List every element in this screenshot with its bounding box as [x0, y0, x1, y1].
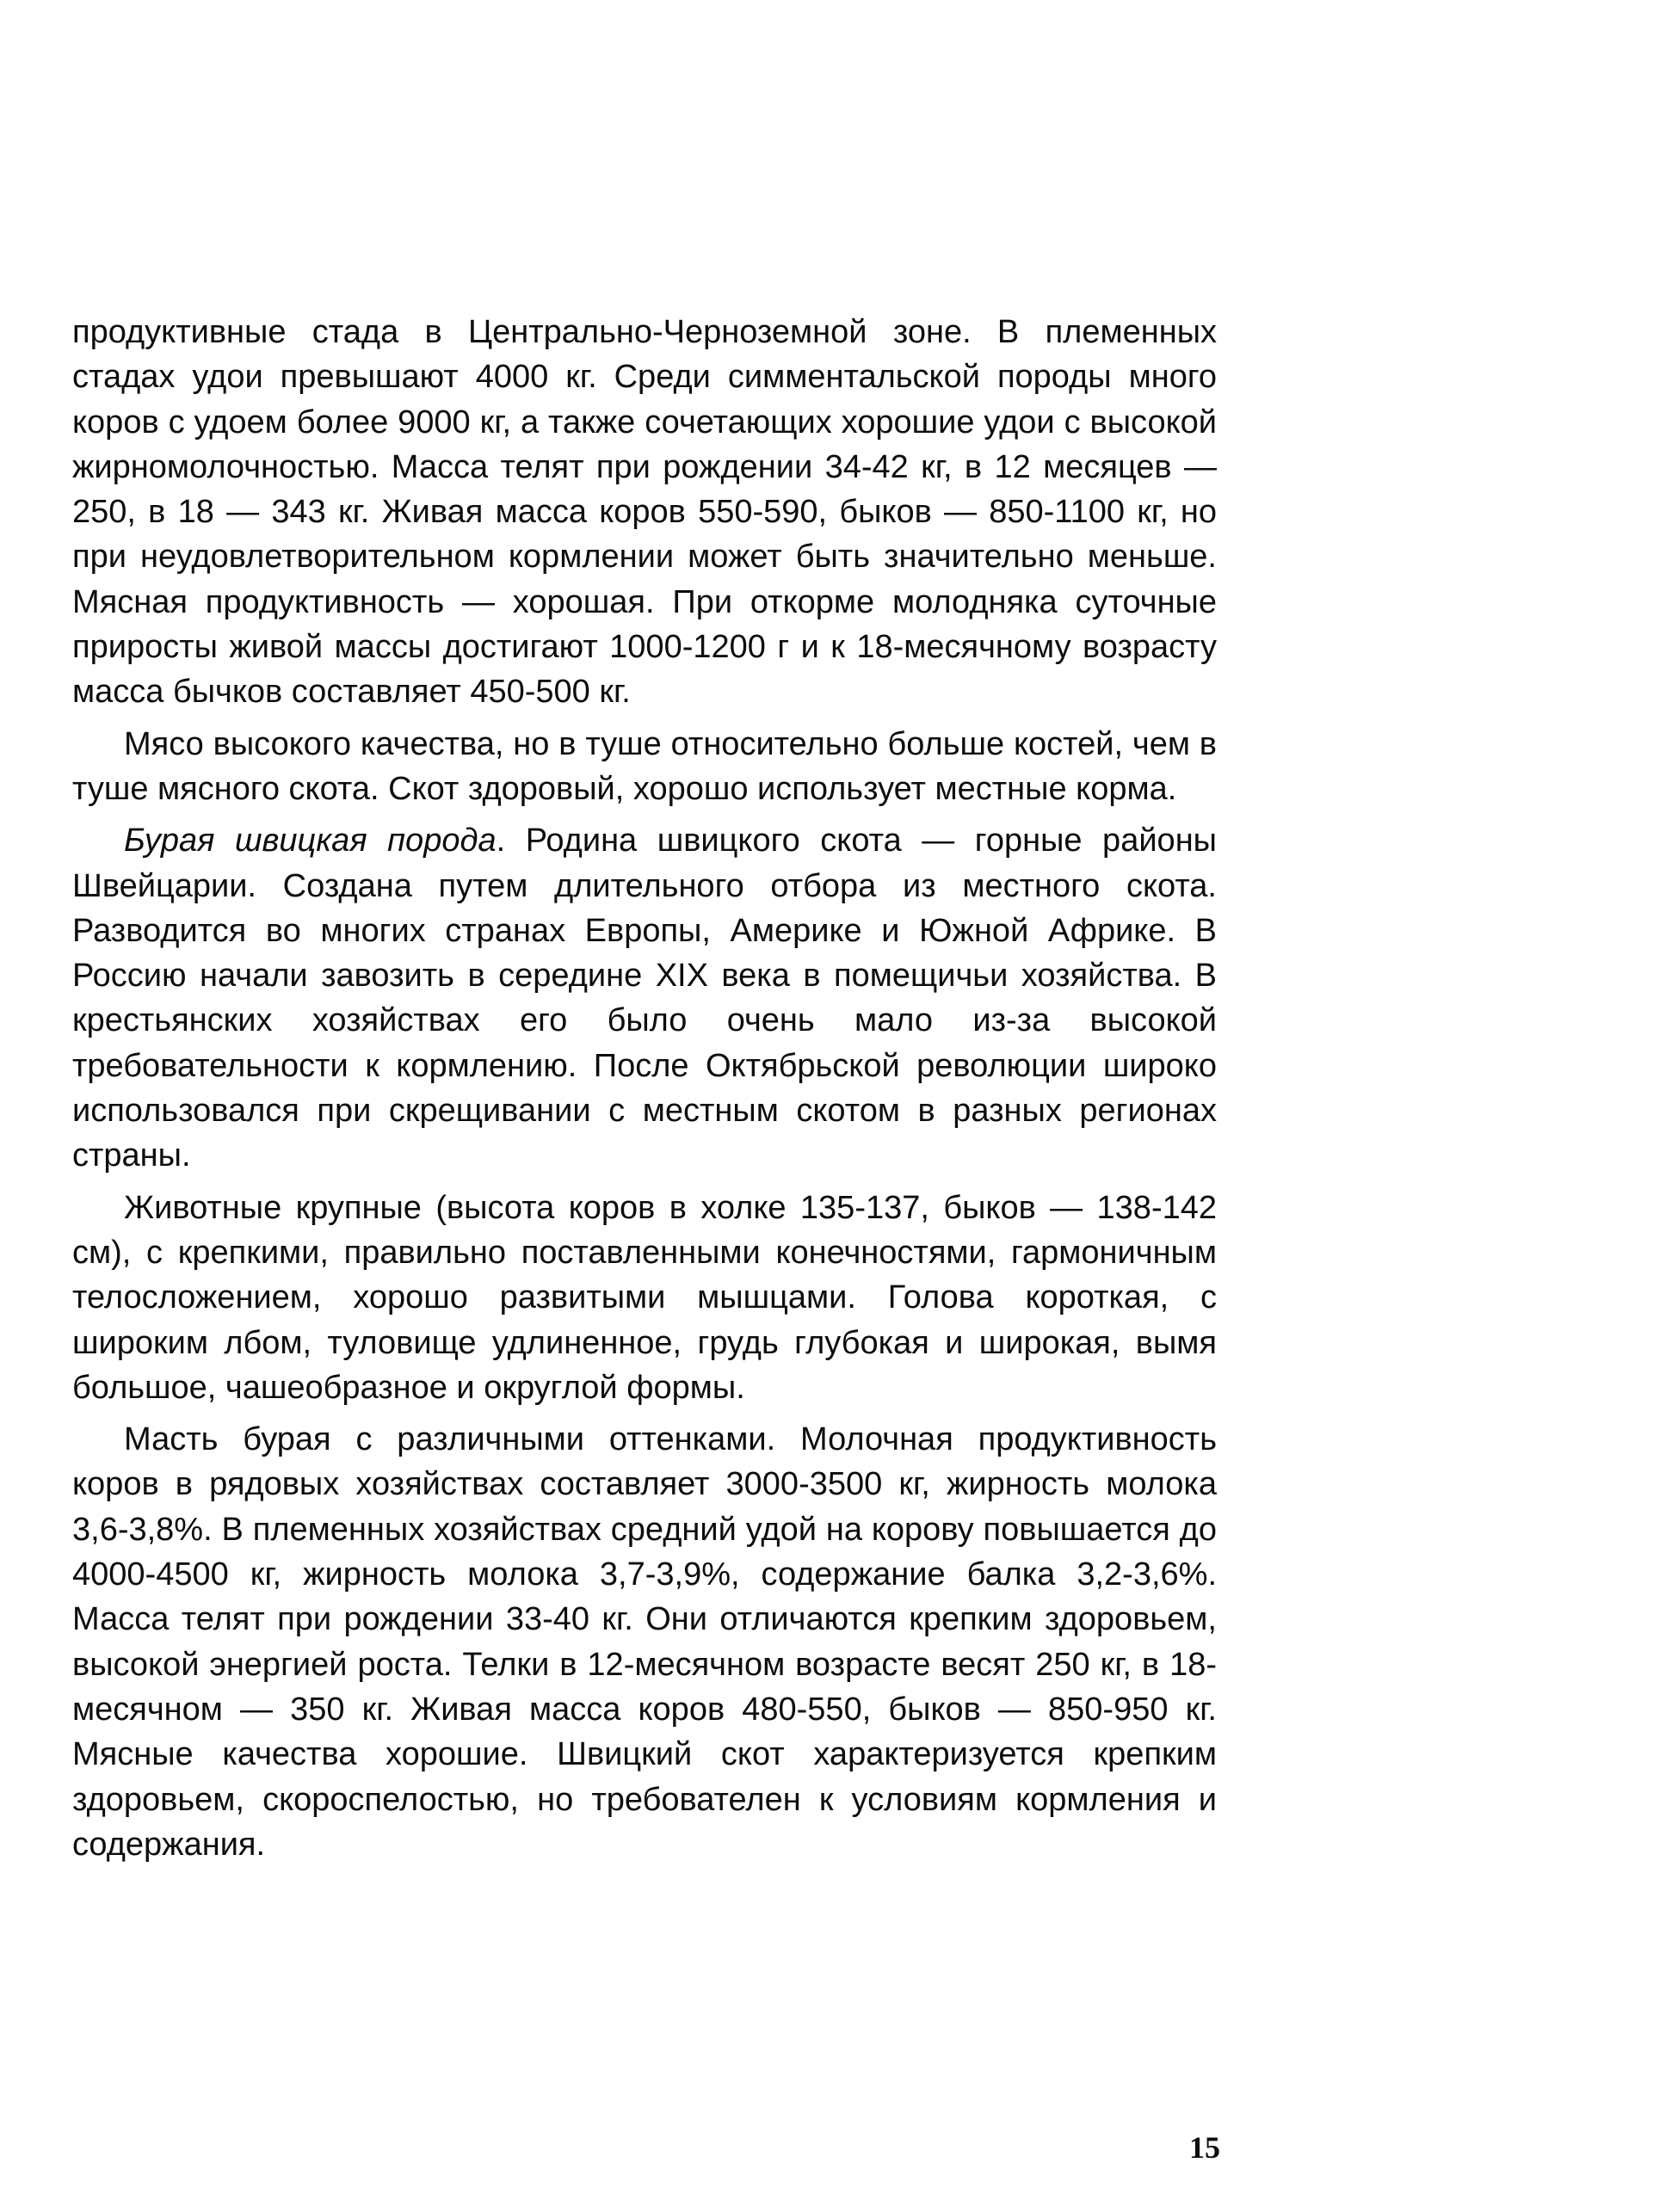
paragraph-2-text: Мясо высокого качества, но в туше относительно больше костей, чем в туше мясного скота. Скот здоровый, хорошо использует местные корма. [72, 725, 1217, 807]
paragraph-5 [72, 1417, 1217, 1867]
paragraph-2 [72, 722, 1217, 812]
page-number: 15 [1189, 2130, 1220, 2165]
paragraph-4-text: Животные крупные (высота коров в холке 135-137, быков — 138-142 см), с крепкими, правильно поставленными конечностями, гармоничным телосложением, хорошо развитыми мышцами. Голова короткая, с широким лбом, туловище удлиненное, грудь глубокая и широкая, вымя большое, чашеобразное и округлой формы. [72, 1189, 1217, 1406]
paragraph-1 [72, 310, 1217, 715]
breed-name-heading: Бурая швицкая порода [124, 823, 497, 860]
paragraph-5-text: Масть бурая с различными оттенками. Молочная продуктивность коров в рядовых хозяйствах составляет 3000-3500 кг, жирность молока 3,6-3,8%. В племенных хозяйствах средний удой на корову повышается до 4000-4500 кг, жирность молока 3,7-3,9%, содержание балка 3,2-3,6%. Масса телят при рождении 33-40 кг. Они отличаются крепким здоровьем, высокой энергией роста. Телки в 12-месячном возрасте весят 250 кг, в 18-месячном — 350 кг. Живая масса коров 480-550, быков — 850-950 кг. Мясные качества хорошие. Швицкий скот характеризуется крепким здоровьем, скороспелостью, но требователен к условиям кормления и содержания. [72, 1421, 1217, 1863]
paragraph-3-text: . Родина швицкого скота — горные районы Швейцарии. Создана путем длительного отбора из местного скота. Разводится во многих странах Европы, Америке и Южной Африке. В Россию начали завозить в середине XIX века в помещичьи хозяйства. В крестьянских хозяйствах его было очень мало из-за высокой требовательности к кормлению. После Октябрьской революции широко использовался при скрещивании с местным скотом в разных регионах страны. [72, 823, 1217, 1174]
page-body [72, 310, 1217, 1874]
paragraph-4 [72, 1186, 1217, 1410]
paragraph-3 [72, 818, 1217, 1178]
paragraph-1-text: продуктивные стада в Центрально-Черноземной зоне. В племенных стадах удои превышают 4000 кг. Среди симментальской породы много коров с удоем более 9000 кг, а также сочетающих хорошие удои с высокой жирномолочностью. Масса телят при рождении 34-42 кг, в 12 месяцев — 250, в 18 — 343 кг. Живая масса коров 550-590, быков — 850-1100 кг, но при неудовлетворительном кормлении может быть значительно меньше. Мясная продуктивность — хорошая. При откорме молодняка суточные приросты живой массы достигают 1000-1200 г и к 18-месячному возрасту масса бычков составляет 450-500 кг. [72, 314, 1217, 711]
